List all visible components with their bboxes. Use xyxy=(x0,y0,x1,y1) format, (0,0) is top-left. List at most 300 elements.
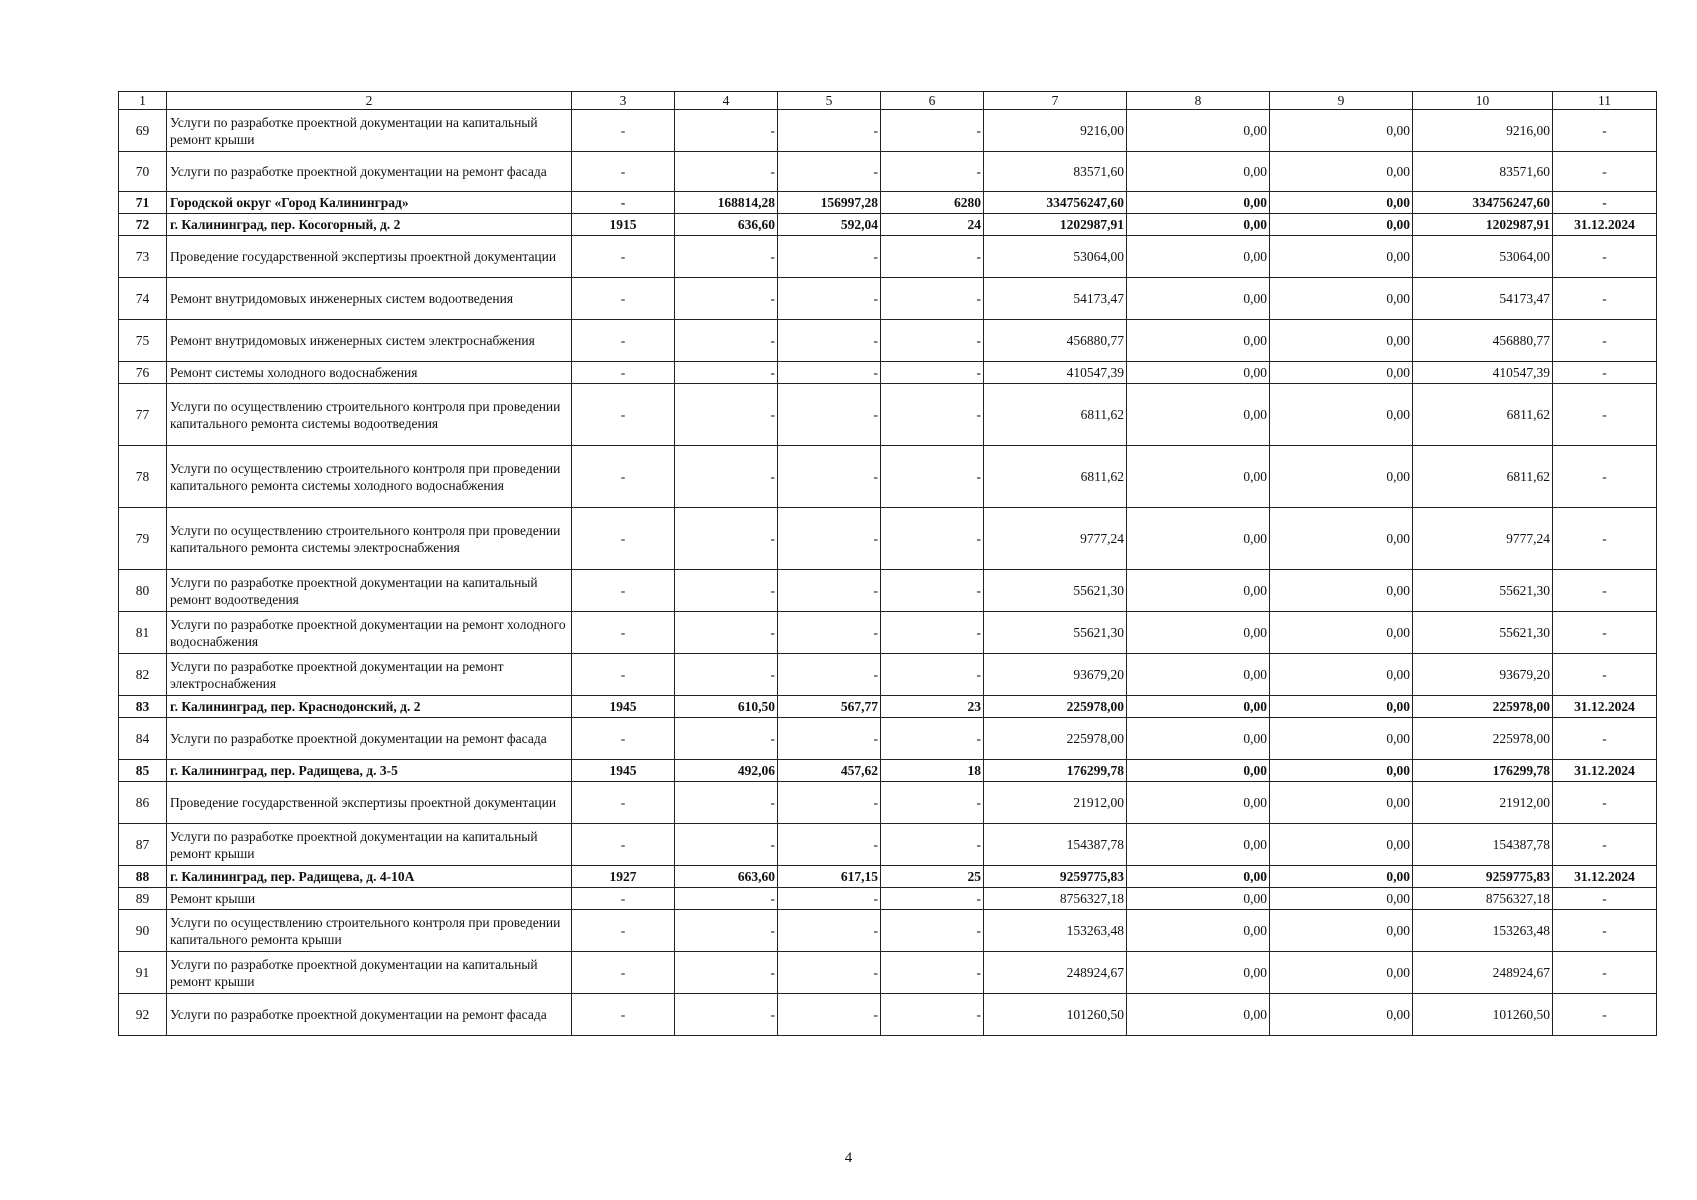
cell-owner-share: 1202987,91 xyxy=(1413,214,1553,236)
cell-row-number: 76 xyxy=(119,362,167,384)
table-row xyxy=(119,192,1657,214)
budget-table-container xyxy=(118,91,1656,1036)
table-row xyxy=(119,888,1657,910)
cell-item-name: Услуги по разработке проектной документации на капитальный ремонт крыши xyxy=(167,110,572,152)
cell-owner-share: 8756327,18 xyxy=(1413,888,1553,910)
cell-cost-total: 154387,78 xyxy=(984,824,1127,866)
table-row xyxy=(119,152,1657,192)
header-cell: 11 xyxy=(1553,92,1657,110)
cell-residents: - xyxy=(881,446,984,508)
cell-row-number: 78 xyxy=(119,446,167,508)
cell-deadline: - xyxy=(1553,570,1657,612)
cell-budget-share: 0,00 xyxy=(1270,152,1413,192)
cell-budget-share: 0,00 xyxy=(1270,994,1413,1036)
cell-budget-share: 0,00 xyxy=(1270,910,1413,952)
cell-fund-share: 0,00 xyxy=(1127,696,1270,718)
header-cell: 8 xyxy=(1127,92,1270,110)
cell-cost-total: 83571,60 xyxy=(984,152,1127,192)
cell-year-built: - xyxy=(572,508,675,570)
cell-residents: 6280 xyxy=(881,192,984,214)
cell-budget-share: 0,00 xyxy=(1270,110,1413,152)
cell-deadline: - xyxy=(1553,236,1657,278)
cell-budget-share: 0,00 xyxy=(1270,952,1413,994)
cell-total-area: - xyxy=(675,320,778,362)
cell-living-area: - xyxy=(778,718,881,760)
cell-fund-share: 0,00 xyxy=(1127,570,1270,612)
cell-living-area: - xyxy=(778,110,881,152)
cell-year-built: 1927 xyxy=(572,866,675,888)
cell-budget-share: 0,00 xyxy=(1270,654,1413,696)
cell-deadline: - xyxy=(1553,362,1657,384)
cell-owner-share: 9777,24 xyxy=(1413,508,1553,570)
cell-row-number: 77 xyxy=(119,384,167,446)
cell-living-area: - xyxy=(778,782,881,824)
cell-year-built: - xyxy=(572,236,675,278)
cell-total-area: 636,60 xyxy=(675,214,778,236)
cell-owner-share: 334756247,60 xyxy=(1413,192,1553,214)
table-row xyxy=(119,446,1657,508)
cell-row-number: 92 xyxy=(119,994,167,1036)
header-cell: 2 xyxy=(167,92,572,110)
cell-item-name: Ремонт внутридомовых инженерных систем электроснабжения xyxy=(167,320,572,362)
cell-total-area: - xyxy=(675,654,778,696)
cell-item-name: г. Калининград, пер. Радищева, д. 4-10А xyxy=(167,866,572,888)
cell-deadline: - xyxy=(1553,152,1657,192)
cell-item-name: Проведение государственной экспертизы проектной документации xyxy=(167,236,572,278)
cell-budget-share: 0,00 xyxy=(1270,782,1413,824)
table-row xyxy=(119,110,1657,152)
cell-owner-share: 53064,00 xyxy=(1413,236,1553,278)
cell-total-area: - xyxy=(675,994,778,1036)
cell-fund-share: 0,00 xyxy=(1127,910,1270,952)
cell-row-number: 90 xyxy=(119,910,167,952)
cell-deadline: - xyxy=(1553,782,1657,824)
cell-year-built: - xyxy=(572,278,675,320)
cell-item-name: Услуги по разработке проектной документации на капитальный ремонт водоотведения xyxy=(167,570,572,612)
cell-year-built: 1945 xyxy=(572,696,675,718)
cell-owner-share: 55621,30 xyxy=(1413,612,1553,654)
header-cell: 7 xyxy=(984,92,1127,110)
cell-residents: - xyxy=(881,570,984,612)
cell-fund-share: 0,00 xyxy=(1127,782,1270,824)
cell-owner-share: 225978,00 xyxy=(1413,696,1553,718)
table-row xyxy=(119,508,1657,570)
cell-year-built: - xyxy=(572,718,675,760)
cell-deadline: - xyxy=(1553,824,1657,866)
cell-owner-share: 55621,30 xyxy=(1413,570,1553,612)
cell-cost-total: 410547,39 xyxy=(984,362,1127,384)
cell-deadline: - xyxy=(1553,718,1657,760)
cell-deadline: - xyxy=(1553,888,1657,910)
cell-fund-share: 0,00 xyxy=(1127,384,1270,446)
cell-total-area: - xyxy=(675,782,778,824)
cell-living-area: - xyxy=(778,278,881,320)
header-cell: 4 xyxy=(675,92,778,110)
cell-living-area: - xyxy=(778,888,881,910)
cell-owner-share: 101260,50 xyxy=(1413,994,1553,1036)
cell-fund-share: 0,00 xyxy=(1127,236,1270,278)
page-number: 4 xyxy=(844,1150,853,1166)
cell-fund-share: 0,00 xyxy=(1127,152,1270,192)
table-row xyxy=(119,696,1657,718)
cell-fund-share: 0,00 xyxy=(1127,994,1270,1036)
cell-fund-share: 0,00 xyxy=(1127,866,1270,888)
cell-residents: - xyxy=(881,508,984,570)
cell-budget-share: 0,00 xyxy=(1270,760,1413,782)
cell-residents: - xyxy=(881,110,984,152)
cell-owner-share: 21912,00 xyxy=(1413,782,1553,824)
cell-deadline: - xyxy=(1553,320,1657,362)
cell-year-built: 1915 xyxy=(572,214,675,236)
cell-item-name: Ремонт системы холодного водоснабжения xyxy=(167,362,572,384)
cell-budget-share: 0,00 xyxy=(1270,214,1413,236)
cell-row-number: 81 xyxy=(119,612,167,654)
cell-cost-total: 334756247,60 xyxy=(984,192,1127,214)
cell-fund-share: 0,00 xyxy=(1127,110,1270,152)
cell-year-built: - xyxy=(572,994,675,1036)
cell-total-area: 663,60 xyxy=(675,866,778,888)
cell-fund-share: 0,00 xyxy=(1127,824,1270,866)
cell-fund-share: 0,00 xyxy=(1127,718,1270,760)
table-row xyxy=(119,320,1657,362)
cell-budget-share: 0,00 xyxy=(1270,362,1413,384)
cell-residents: - xyxy=(881,888,984,910)
cell-total-area: 168814,28 xyxy=(675,192,778,214)
cell-total-area: - xyxy=(675,508,778,570)
cell-total-area: - xyxy=(675,362,778,384)
cell-item-name: Проведение государственной экспертизы проектной документации xyxy=(167,782,572,824)
cell-deadline: - xyxy=(1553,192,1657,214)
cell-residents: - xyxy=(881,320,984,362)
cell-total-area: - xyxy=(675,824,778,866)
cell-year-built: - xyxy=(572,192,675,214)
cell-cost-total: 9259775,83 xyxy=(984,866,1127,888)
header-row xyxy=(119,92,1657,110)
cell-deadline: - xyxy=(1553,910,1657,952)
cell-year-built: - xyxy=(572,570,675,612)
cell-item-name: Услуги по осуществлению строительного контроля при проведении капитального ремонта системы холодного водоснабжения xyxy=(167,446,572,508)
table-row xyxy=(119,952,1657,994)
cell-deadline: 31.12.2024 xyxy=(1553,866,1657,888)
cell-year-built: - xyxy=(572,910,675,952)
cell-item-name: Услуги по разработке проектной документации на капитальный ремонт крыши xyxy=(167,952,572,994)
cell-row-number: 72 xyxy=(119,214,167,236)
cell-row-number: 89 xyxy=(119,888,167,910)
cell-residents: 24 xyxy=(881,214,984,236)
cell-owner-share: 9216,00 xyxy=(1413,110,1553,152)
cell-owner-share: 6811,62 xyxy=(1413,384,1553,446)
cell-fund-share: 0,00 xyxy=(1127,612,1270,654)
header-cell: 9 xyxy=(1270,92,1413,110)
header-cell: 3 xyxy=(572,92,675,110)
cell-fund-share: 0,00 xyxy=(1127,888,1270,910)
cell-living-area: - xyxy=(778,384,881,446)
cell-item-name: Ремонт внутридомовых инженерных систем водоотведения xyxy=(167,278,572,320)
table-row xyxy=(119,654,1657,696)
cell-cost-total: 153263,48 xyxy=(984,910,1127,952)
cell-residents: 18 xyxy=(881,760,984,782)
cell-residents: - xyxy=(881,824,984,866)
cell-deadline: - xyxy=(1553,278,1657,320)
cell-total-area: 610,50 xyxy=(675,696,778,718)
cell-residents: - xyxy=(881,278,984,320)
cell-row-number: 85 xyxy=(119,760,167,782)
cell-living-area: 567,77 xyxy=(778,696,881,718)
cell-budget-share: 0,00 xyxy=(1270,718,1413,760)
cell-row-number: 79 xyxy=(119,508,167,570)
cell-owner-share: 153263,48 xyxy=(1413,910,1553,952)
cell-row-number: 87 xyxy=(119,824,167,866)
cell-cost-total: 55621,30 xyxy=(984,612,1127,654)
cell-residents: 23 xyxy=(881,696,984,718)
cell-total-area: - xyxy=(675,612,778,654)
cell-row-number: 75 xyxy=(119,320,167,362)
table-body xyxy=(119,92,1657,1036)
cell-row-number: 80 xyxy=(119,570,167,612)
cell-year-built: - xyxy=(572,654,675,696)
cell-row-number: 88 xyxy=(119,866,167,888)
cell-budget-share: 0,00 xyxy=(1270,570,1413,612)
cell-residents: - xyxy=(881,152,984,192)
table-row xyxy=(119,612,1657,654)
cell-living-area: - xyxy=(778,320,881,362)
cell-fund-share: 0,00 xyxy=(1127,320,1270,362)
cell-living-area: - xyxy=(778,824,881,866)
cell-owner-share: 154387,78 xyxy=(1413,824,1553,866)
table-row xyxy=(119,866,1657,888)
cell-year-built: - xyxy=(572,152,675,192)
cell-living-area: - xyxy=(778,910,881,952)
cell-cost-total: 176299,78 xyxy=(984,760,1127,782)
cell-item-name: Услуги по осуществлению строительного контроля при проведении капитального ремонта крыши xyxy=(167,910,572,952)
cell-owner-share: 83571,60 xyxy=(1413,152,1553,192)
cell-living-area: - xyxy=(778,152,881,192)
cell-item-name: Услуги по разработке проектной документации на капитальный ремонт крыши xyxy=(167,824,572,866)
cell-total-area: - xyxy=(675,718,778,760)
cell-deadline: - xyxy=(1553,110,1657,152)
cell-budget-share: 0,00 xyxy=(1270,446,1413,508)
cell-budget-share: 0,00 xyxy=(1270,824,1413,866)
cell-row-number: 86 xyxy=(119,782,167,824)
cell-cost-total: 1202987,91 xyxy=(984,214,1127,236)
table-row xyxy=(119,384,1657,446)
cell-item-name: Услуги по разработке проектной документации на ремонт фасада xyxy=(167,718,572,760)
cell-deadline: 31.12.2024 xyxy=(1553,214,1657,236)
cell-year-built: - xyxy=(572,362,675,384)
cell-total-area: 492,06 xyxy=(675,760,778,782)
cell-fund-share: 0,00 xyxy=(1127,362,1270,384)
cell-deadline: - xyxy=(1553,384,1657,446)
cell-residents: - xyxy=(881,236,984,278)
cell-total-area: - xyxy=(675,888,778,910)
cell-total-area: - xyxy=(675,446,778,508)
cell-row-number: 83 xyxy=(119,696,167,718)
cell-year-built: - xyxy=(572,952,675,994)
cell-item-name: Услуги по осуществлению строительного контроля при проведении капитального ремонта системы электроснабжения xyxy=(167,508,572,570)
cell-budget-share: 0,00 xyxy=(1270,320,1413,362)
cell-cost-total: 54173,47 xyxy=(984,278,1127,320)
cell-residents: - xyxy=(881,612,984,654)
cell-cost-total: 9777,24 xyxy=(984,508,1127,570)
cell-fund-share: 0,00 xyxy=(1127,446,1270,508)
cell-item-name: Услуги по разработке проектной документации на ремонт фасада xyxy=(167,994,572,1036)
cell-budget-share: 0,00 xyxy=(1270,866,1413,888)
cell-year-built: - xyxy=(572,320,675,362)
cell-residents: - xyxy=(881,782,984,824)
cell-cost-total: 93679,20 xyxy=(984,654,1127,696)
cell-deadline: - xyxy=(1553,654,1657,696)
cell-owner-share: 54173,47 xyxy=(1413,278,1553,320)
cell-fund-share: 0,00 xyxy=(1127,508,1270,570)
cell-owner-share: 6811,62 xyxy=(1413,446,1553,508)
cell-owner-share: 248924,67 xyxy=(1413,952,1553,994)
cell-owner-share: 9259775,83 xyxy=(1413,866,1553,888)
cell-row-number: 84 xyxy=(119,718,167,760)
cell-owner-share: 93679,20 xyxy=(1413,654,1553,696)
cell-deadline: - xyxy=(1553,952,1657,994)
cell-total-area: - xyxy=(675,236,778,278)
cell-cost-total: 8756327,18 xyxy=(984,888,1127,910)
cell-deadline: 31.12.2024 xyxy=(1553,760,1657,782)
cell-living-area: 457,62 xyxy=(778,760,881,782)
cell-cost-total: 9216,00 xyxy=(984,110,1127,152)
cell-row-number: 69 xyxy=(119,110,167,152)
header-cell: 1 xyxy=(119,92,167,110)
cell-residents: - xyxy=(881,654,984,696)
cell-item-name: Городской округ «Город Калининград» xyxy=(167,192,572,214)
cell-deadline: 31.12.2024 xyxy=(1553,696,1657,718)
cell-item-name: Услуги по разработке проектной документации на ремонт электроснабжения xyxy=(167,654,572,696)
cell-living-area: - xyxy=(778,612,881,654)
cell-cost-total: 21912,00 xyxy=(984,782,1127,824)
cell-residents: - xyxy=(881,994,984,1036)
table-row xyxy=(119,236,1657,278)
cell-total-area: - xyxy=(675,952,778,994)
cell-living-area: - xyxy=(778,952,881,994)
cell-total-area: - xyxy=(675,110,778,152)
budget-table xyxy=(118,91,1657,1036)
cell-item-name: Услуги по разработке проектной документации на ремонт фасада xyxy=(167,152,572,192)
cell-total-area: - xyxy=(675,152,778,192)
cell-residents: - xyxy=(881,362,984,384)
cell-deadline: - xyxy=(1553,994,1657,1036)
table-row xyxy=(119,760,1657,782)
cell-living-area: - xyxy=(778,362,881,384)
cell-year-built: - xyxy=(572,612,675,654)
cell-fund-share: 0,00 xyxy=(1127,278,1270,320)
table-row xyxy=(119,718,1657,760)
cell-fund-share: 0,00 xyxy=(1127,952,1270,994)
cell-year-built: - xyxy=(572,824,675,866)
cell-fund-share: 0,00 xyxy=(1127,192,1270,214)
cell-residents: - xyxy=(881,910,984,952)
cell-budget-share: 0,00 xyxy=(1270,696,1413,718)
cell-budget-share: 0,00 xyxy=(1270,508,1413,570)
cell-living-area: - xyxy=(778,446,881,508)
table-row xyxy=(119,570,1657,612)
cell-year-built: - xyxy=(572,446,675,508)
cell-deadline: - xyxy=(1553,612,1657,654)
table-row xyxy=(119,782,1657,824)
cell-deadline: - xyxy=(1553,446,1657,508)
cell-cost-total: 225978,00 xyxy=(984,718,1127,760)
cell-row-number: 71 xyxy=(119,192,167,214)
cell-budget-share: 0,00 xyxy=(1270,236,1413,278)
cell-fund-share: 0,00 xyxy=(1127,760,1270,782)
cell-owner-share: 410547,39 xyxy=(1413,362,1553,384)
cell-living-area: 156997,28 xyxy=(778,192,881,214)
cell-row-number: 91 xyxy=(119,952,167,994)
cell-item-name: г. Калининград, пер. Радищева, д. 3-5 xyxy=(167,760,572,782)
cell-item-name: Услуги по разработке проектной документации на ремонт холодного водоснабжения xyxy=(167,612,572,654)
cell-cost-total: 456880,77 xyxy=(984,320,1127,362)
table-row xyxy=(119,910,1657,952)
cell-row-number: 82 xyxy=(119,654,167,696)
cell-owner-share: 456880,77 xyxy=(1413,320,1553,362)
cell-budget-share: 0,00 xyxy=(1270,192,1413,214)
table-row xyxy=(119,278,1657,320)
table-row xyxy=(119,214,1657,236)
cell-cost-total: 53064,00 xyxy=(984,236,1127,278)
cell-owner-share: 225978,00 xyxy=(1413,718,1553,760)
cell-total-area: - xyxy=(675,570,778,612)
cell-residents: - xyxy=(881,952,984,994)
cell-year-built: - xyxy=(572,110,675,152)
cell-living-area: - xyxy=(778,570,881,612)
cell-budget-share: 0,00 xyxy=(1270,612,1413,654)
cell-cost-total: 248924,67 xyxy=(984,952,1127,994)
cell-cost-total: 101260,50 xyxy=(984,994,1127,1036)
cell-owner-share: 176299,78 xyxy=(1413,760,1553,782)
cell-item-name: г. Калининград, пер. Краснодонский, д. 2 xyxy=(167,696,572,718)
cell-living-area: - xyxy=(778,236,881,278)
table-row xyxy=(119,994,1657,1036)
cell-residents: - xyxy=(881,384,984,446)
cell-budget-share: 0,00 xyxy=(1270,278,1413,320)
header-cell: 5 xyxy=(778,92,881,110)
cell-budget-share: 0,00 xyxy=(1270,384,1413,446)
header-cell: 10 xyxy=(1413,92,1553,110)
table-row xyxy=(119,824,1657,866)
cell-living-area: - xyxy=(778,654,881,696)
cell-year-built: - xyxy=(572,888,675,910)
cell-living-area: - xyxy=(778,994,881,1036)
cell-living-area: 617,15 xyxy=(778,866,881,888)
cell-item-name: Услуги по осуществлению строительного контроля при проведении капитального ремонта системы водоотведения xyxy=(167,384,572,446)
cell-total-area: - xyxy=(675,910,778,952)
cell-residents: - xyxy=(881,718,984,760)
cell-item-name: г. Калининград, пер. Косогорный, д. 2 xyxy=(167,214,572,236)
cell-year-built: - xyxy=(572,384,675,446)
cell-row-number: 73 xyxy=(119,236,167,278)
cell-row-number: 70 xyxy=(119,152,167,192)
cell-living-area: 592,04 xyxy=(778,214,881,236)
cell-fund-share: 0,00 xyxy=(1127,214,1270,236)
header-cell: 6 xyxy=(881,92,984,110)
cell-year-built: 1945 xyxy=(572,760,675,782)
table-row xyxy=(119,362,1657,384)
cell-cost-total: 6811,62 xyxy=(984,446,1127,508)
cell-total-area: - xyxy=(675,384,778,446)
cell-fund-share: 0,00 xyxy=(1127,654,1270,696)
cell-year-built: - xyxy=(572,782,675,824)
cell-budget-share: 0,00 xyxy=(1270,888,1413,910)
cell-total-area: - xyxy=(675,278,778,320)
cell-cost-total: 6811,62 xyxy=(984,384,1127,446)
cell-cost-total: 55621,30 xyxy=(984,570,1127,612)
cell-deadline: - xyxy=(1553,508,1657,570)
cell-item-name: Ремонт крыши xyxy=(167,888,572,910)
